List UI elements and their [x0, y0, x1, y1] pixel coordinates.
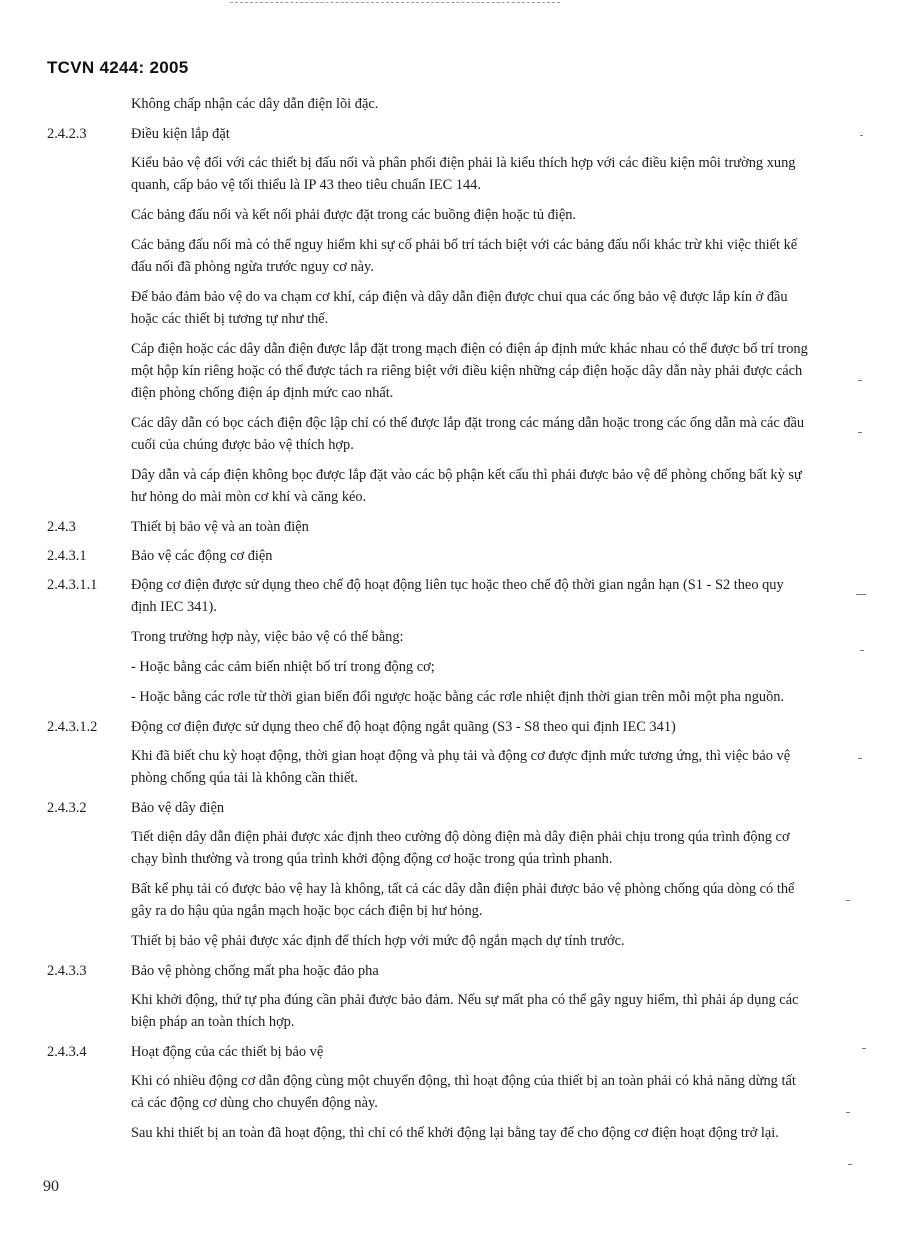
list-item-text: - Hoặc bằng các rơle từ thời gian biến đổi ngược hoặc bằng các rơle nhiệt định thời gian trên mỗi một pha nguồn. — [131, 689, 785, 705]
paragraph-text: Động cơ điện được sử dụng theo chế độ hoạt động liên tục hoặc theo chế độ thời gian ngắn hạn (S1 - S2 theo quy định IEC 341). — [131, 577, 784, 615]
paragraph — [0, 989, 811, 1033]
paragraph — [0, 286, 811, 330]
paragraph — [0, 234, 811, 278]
scan-top-rule — [230, 2, 560, 4]
document-code-header: TCVN 4244: 2005 — [47, 58, 189, 77]
clause-heading — [0, 516, 811, 538]
paragraph-text: Không chấp nhận các dây dẫn điện lõi đặc. — [131, 96, 379, 112]
clause-title: Bảo vệ dây điện — [131, 800, 225, 816]
paragraph-text: Các bảng đấu nối mà có thể nguy hiểm khi sự cố phải bố trí tách biệt với các bảng đấu nối khác trừ khi việc thiết kế đấu nối đã phòng ngừa trước nguy cơ này. — [131, 237, 798, 275]
paragraph-text: Khi khởi động, thứ tự pha đúng cần phải được bảo đảm. Nếu sự mất pha có thể gây nguy hiểm, thì phải áp dụng các biện pháp an toàn thích hợp. — [131, 992, 799, 1030]
paragraph — [0, 204, 811, 226]
paragraph — [0, 878, 811, 922]
paragraph — [0, 626, 811, 648]
scan-speck — [858, 758, 862, 759]
paragraph-text: Tiết diện dây dẫn điện phải được xác định theo cường độ dòng điện mà dây điện phải chịu trong qúa trình động cơ chạy bình thường và trong qúa trình khởi động động cơ hoặc trong qúa trình phanh. — [131, 829, 790, 867]
scan-speck — [848, 1164, 852, 1165]
clause-number: 2.4.2.3 — [47, 126, 87, 142]
scan-speck — [856, 594, 866, 595]
paragraph-text: Bất kể phụ tải có được bảo vệ hay là không, tất cả các dây dẫn điện phải được bảo vệ phòng chống qúa dòng có thể gây ra do hậu qủa ngắn mạch hoặc bọc cách điện bị hư hỏng. — [131, 881, 795, 919]
clause-number: 2.4.3.1 — [47, 548, 87, 564]
page-number: 90 — [43, 1178, 59, 1195]
paragraph — [0, 1070, 811, 1114]
paragraph — [0, 338, 811, 404]
scan-speck — [858, 380, 862, 381]
paragraph — [0, 93, 811, 115]
clause-heading — [0, 1041, 811, 1063]
paragraph-text: Kiểu bảo vệ đối với các thiết bị đấu nối và phân phối điện phải là kiểu thích hợp với các điều kiện môi trường xung quanh, cấp bảo vệ tối thiểu là IP 43 theo tiêu chuẩn IEC 144. — [131, 155, 796, 193]
paragraph-text: Các dây dẫn có bọc cách điện độc lập chỉ có thể được lắp đặt trong các máng dẫn hoặc trong các ống dẫn mà các đầu cuối của chúng được bảo vệ thích hợp. — [131, 415, 805, 453]
paragraph — [0, 412, 811, 456]
clause-number: 2.4.3.3 — [47, 963, 87, 979]
paragraph-text: Sau khi thiết bị an toàn đã hoạt động, thì chỉ có thể khởi động lại bằng tay để cho động cơ điện hoạt động trở lại. — [131, 1125, 779, 1141]
clause-title: Điều kiện lắp đặt — [131, 126, 230, 142]
clause-number: 2.4.3.4 — [47, 1044, 87, 1060]
scan-speck — [858, 432, 862, 433]
paragraph — [0, 930, 811, 952]
scan-speck — [846, 1112, 850, 1113]
clause-number: 2.4.3.2 — [47, 800, 87, 816]
clause-heading — [0, 545, 811, 567]
paragraph — [0, 152, 811, 196]
paragraph — [0, 1122, 811, 1144]
paragraph-text: Động cơ điện được sử dụng theo chế độ hoạt động ngắt quãng (S3 - S8 theo qui định IEC 341) — [131, 719, 676, 735]
clause-number: 2.4.3.1.1 — [47, 577, 98, 593]
list-item-text: - Hoặc bằng các cảm biến nhiệt bố trí trong động cơ; — [131, 659, 435, 675]
document-body — [0, 93, 898, 1152]
scan-speck — [846, 900, 850, 901]
paragraph — [0, 464, 811, 508]
paragraph-text: Khi đã biết chu kỳ hoạt động, thời gian hoạt động và phụ tải và động cơ được định mức tương ứng, thì việc bảo vệ phòng chống qúa tải là không cần thiết. — [131, 748, 791, 786]
clause-title: Thiết bị bảo vệ và an toàn điện — [131, 519, 309, 535]
clause-heading — [0, 123, 811, 145]
clause-title: Bảo vệ các động cơ điện — [131, 548, 273, 564]
clause-heading — [0, 960, 811, 982]
clause-paragraph — [0, 716, 811, 738]
paragraph — [0, 745, 811, 789]
paragraph — [0, 826, 811, 870]
list-item — [0, 656, 811, 678]
clause-heading — [0, 797, 811, 819]
paragraph-text: Để bảo đảm bảo vệ do va chạm cơ khí, cáp điện và dây dẫn điện được chui qua các ống bảo vệ được lắp kín ở đầu hoặc các thiết bị tương tự như thế. — [131, 289, 788, 327]
paragraph-text: Dây dẫn và cáp điện không bọc được lắp đặt vào các bộ phận kết cấu thì phải được bảo vệ để phòng chống bất kỳ sự hư hỏng do mài mòn cơ khí và căng kéo. — [131, 467, 802, 505]
clause-paragraph — [0, 574, 811, 618]
list-item — [0, 686, 811, 708]
clause-title: Hoạt động của các thiết bị bảo vệ — [131, 1044, 324, 1060]
paragraph-text: Thiết bị bảo vệ phải được xác định để thích hợp với mức độ ngắn mạch dự tính trước. — [131, 933, 625, 949]
paragraph-text: Khi có nhiều động cơ dẫn động cùng một chuyển động, thì hoạt động của thiết bị an toàn phải có khả năng dừng tất cả các động cơ dùng cho chuyển động này. — [131, 1073, 796, 1111]
scan-speck — [862, 1048, 866, 1049]
scan-speck — [860, 135, 863, 136]
scan-speck — [860, 650, 864, 651]
paragraph-text: Cáp điện hoặc các dây dẫn điện được lắp đặt trong mạch điện có điện áp định mức khác nhau có thể được bố trí trong một hộp kín riêng hoặc có thể được tách ra riêng biệt với điều kiện những cáp điện hoặc dây dẫn này phải được cách điện phòng chống điện áp định mức cao nhất. — [131, 341, 808, 401]
clause-title: Bảo vệ phòng chống mất pha hoặc đảo pha — [131, 963, 379, 979]
clause-number: 2.4.3 — [47, 519, 76, 535]
clause-number: 2.4.3.1.2 — [47, 719, 98, 735]
paragraph-text: Trong trường hợp này, việc bảo vệ có thể bằng: — [131, 629, 404, 645]
paragraph-text: Các bảng đấu nối và kết nối phải được đặt trong các buồng điện hoặc tủ điện. — [131, 207, 576, 223]
